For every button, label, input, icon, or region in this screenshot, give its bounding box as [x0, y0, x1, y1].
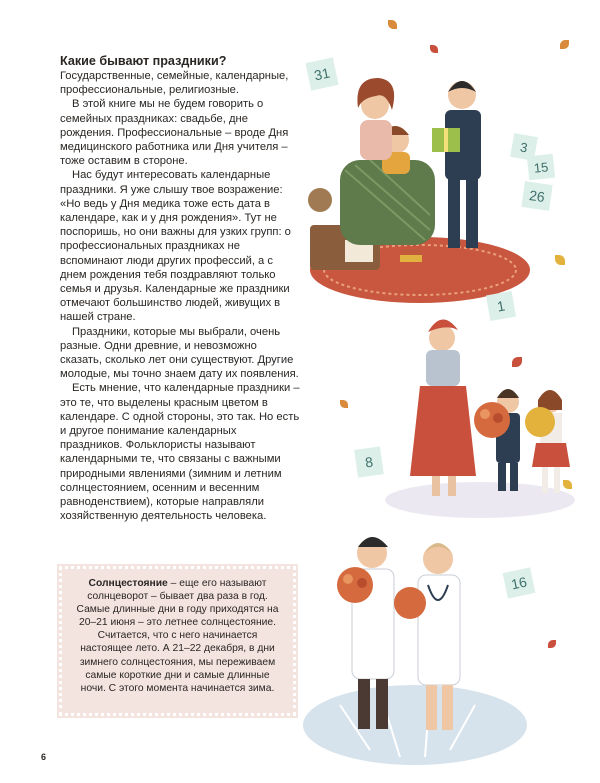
- page-number: 6: [41, 752, 47, 762]
- leaf-1: 1: [486, 291, 516, 321]
- paragraph-3: Нас будут интересовать календарные праздники. Я уже слышу твое возражение: «Но ведь у Дня медика тоже есть дата в календаре, как и у дня рождения». Тут не поспоришь, но они важны для узких групп: о профессиональных праздниках не вспоминают люди других профессий, а с днем рождения тебя поздравляют только семья и друзья. Календарные же праздники отмечают большинство людей, живущих в нашей стране.: [60, 169, 291, 324]
- autumn-leaf-icon: [388, 20, 397, 29]
- doctors-illustration: [300, 525, 530, 770]
- paragraph-1: Государственные, семейные, календарные, профессиональные, религиозные.: [60, 70, 289, 97]
- paragraph-4: Праздники, которые мы выбрали, очень разные. Одни древние, и невозможно сказать, сколько лет они существуют. Другие молодые, мы точно знаем дату их появления.: [60, 325, 299, 381]
- autumn-leaf-icon: [340, 400, 348, 408]
- autumn-leaf-icon: [555, 255, 565, 265]
- bouquet-1: [474, 402, 510, 438]
- autumn-leaf-icon: [563, 480, 572, 489]
- section-heading: Какие бывают праздники?: [60, 54, 227, 68]
- leaf-8: 8: [354, 446, 384, 477]
- tile-floor: [303, 685, 527, 765]
- bouquet-3: [337, 567, 373, 603]
- leaf-31: 31: [305, 57, 338, 90]
- leaf-3: 3: [510, 133, 538, 161]
- solstice-note-box: [59, 566, 296, 716]
- leaf-16: 16: [503, 567, 536, 598]
- paragraph-5: Есть мнение, что календарные праздники – это те, что выделены красным цветом в календаре. С одной стороны, это так. Но есть и другое понимание календарных праздников. Фольклористы называют календарными те, что связаны с важными природными явлениями (зимним и летним солнцестоянием, осенним и весенним равноденствием), которые направляли хозяйственную деятельность человека.: [60, 382, 300, 523]
- main-text-column: [60, 54, 300, 524]
- bouquet-4: [394, 587, 426, 619]
- note-text: – еще его называют солнцеворот – бывает два раза в год. Самые длинные дни в году приходятся на 20–21 июня – это летнее солнцестояние. Считается, что с него начинается настоящее лето. А 21–22 декабря, в дни зимнего солнцестояния, мы переживаем самые короткие дни и самые длинные ночи. С этого момента начинается зима.: [76, 578, 279, 694]
- paragraph-2: В этой книге мы не будем говорить о семейных праздниках: свадьбе, дне рождения. Профессиональные – вроде Дня медицинского работника или Дня учителя – тоже оставим в стороне.: [60, 98, 289, 168]
- autumn-leaf-icon: [548, 640, 556, 648]
- autumn-leaf-icon: [430, 45, 438, 53]
- teacher-illustration: [380, 310, 590, 525]
- female-doctor-head: [423, 544, 453, 574]
- leaf-26: 26: [521, 181, 552, 211]
- bouquet-2: [525, 407, 555, 437]
- note-term: Солнцестояние: [88, 578, 168, 589]
- leaf-15: 15: [527, 154, 555, 181]
- teacher-skirt: [410, 386, 476, 476]
